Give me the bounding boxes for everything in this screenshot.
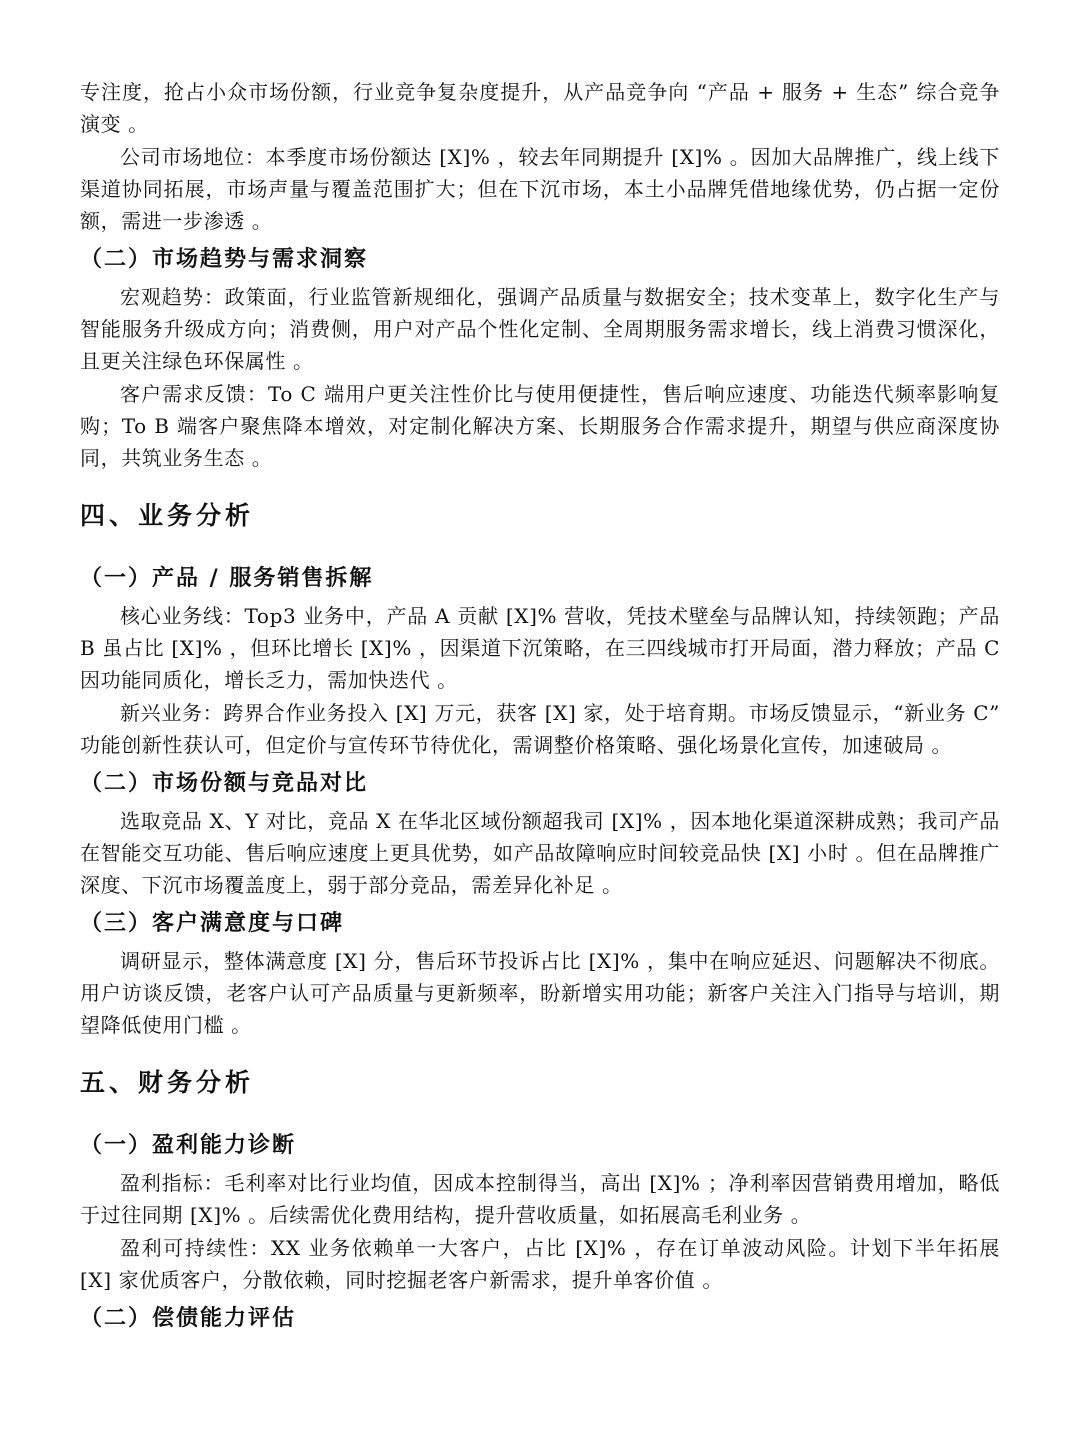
paragraph-market-position: 公司市场地位：本季度市场份额达 [X]% ，较去年同期提升 [X]% 。因加大品牌推广，线上线下渠道协同拓展，市场声量与覆盖范围扩大；但在下沉市场，本土小品牌凭借地缘优势，仍占据一定份额，需进一步渗透 。 [80, 145, 1000, 233]
subheading-profitability: （一）盈利能力诊断 [80, 1132, 297, 1158]
paragraph-satisfaction-survey: 调研显示，整体满意度 [X] 分，售后环节投诉占比 [X]% ，集中在响应延迟、问题解决不彻底。用户访谈反馈，老客户认可产品质量与更新频率，盼新增实用功能；新客户关注入门指导与培训，期望降低使用门槛 。 [80, 949, 1000, 1037]
paragraph-core-business: 核心业务线：Top3 业务中，产品 A 贡献 [X]% 营收，凭技术壁垒与品牌认知，持续领跑；产品 B 虽占比 [X]% ，但环比增长 [X]% ，因渠道下沉策略，在三四线城市打开局面，潜力释放；产品 C 因功能同质化，增长乏力，需加快迭代 。 [80, 604, 1000, 692]
subheading-solvency: （二）偿债能力评估 [80, 1305, 297, 1331]
subheading-product-sales: （一）产品 / 服务销售拆解 [80, 565, 374, 591]
subheading-customer-satisfaction: （三）客户满意度与口碑 [80, 910, 345, 936]
section-heading-financial-analysis: 五、财务分析 [80, 1068, 255, 1097]
paragraph-profit-indicators: 盈利指标：毛利率对比行业均值，因成本控制得当，高出 [X]% ；净利率因营销费用增加，略低于过往同期 [X]% 。后续需优化费用结构，提升营收质量，如拓展高毛利业务 。 [80, 1171, 1000, 1227]
subheading-market-trends: （二）市场趋势与需求洞察 [80, 246, 369, 272]
paragraph-profit-sustainability: 盈利可持续性：XX 业务依赖单一大客户，占比 [X]% ，存在订单波动风险。计划下半年拓展 [X] 家优质客户，分散依赖，同时挖掘老客户新需求，提升单客价值 。 [80, 1236, 1000, 1292]
paragraph-customer-feedback: 客户需求反馈：To C 端用户更关注性价比与使用便捷性，售后响应速度、功能迭代频率影响复购；To B 端客户聚焦降本增效，对定制化解决方案、长期服务合作需求提升，期望与供应商深度协同，共筑业务生态 。 [80, 382, 1000, 470]
paragraph-macro-trends: 宏观趋势：政策面，行业监管新规细化，强调产品质量与数据安全；技术变革上，数字化生产与智能服务升级成方向；消费侧，用户对产品个性化定制、全周期服务需求增长，线上消费习惯深化，且更关注绿色环保属性 。 [80, 285, 1000, 373]
subheading-market-share-competitors: （二）市场份额与竞品对比 [80, 770, 369, 796]
paragraph-competitor-comparison: 选取竞品 X、Y 对比，竞品 X 在华北区域份额超我司 [X]% ，因本地化渠道深耕成熟；我司产品在智能交互功能、售后响应速度上更具优势，如产品故障响应时间较竞品快 [X] 小时 。但在品牌推广深度、下沉市场覆盖度上，弱于部分竞品，需差异化补足 。 [80, 809, 1000, 897]
section-heading-business-analysis: 四、业务分析 [80, 501, 255, 530]
paragraph-competition-summary: 专注度，抢占小众市场份额，行业竞争复杂度提升，从产品竞争向 “产品 + 服务 + 生态” 综合竞争演变 。 [80, 80, 1000, 136]
paragraph-emerging-business: 新兴业务：跨界合作业务投入 [X] 万元，获客 [X] 家，处于培育期。市场反馈显示，“新业务 C” 功能创新性获认可，但定价与宣传环节待优化，需调整价格策略、强化场景化宣传，加速破局 。 [80, 701, 1000, 757]
